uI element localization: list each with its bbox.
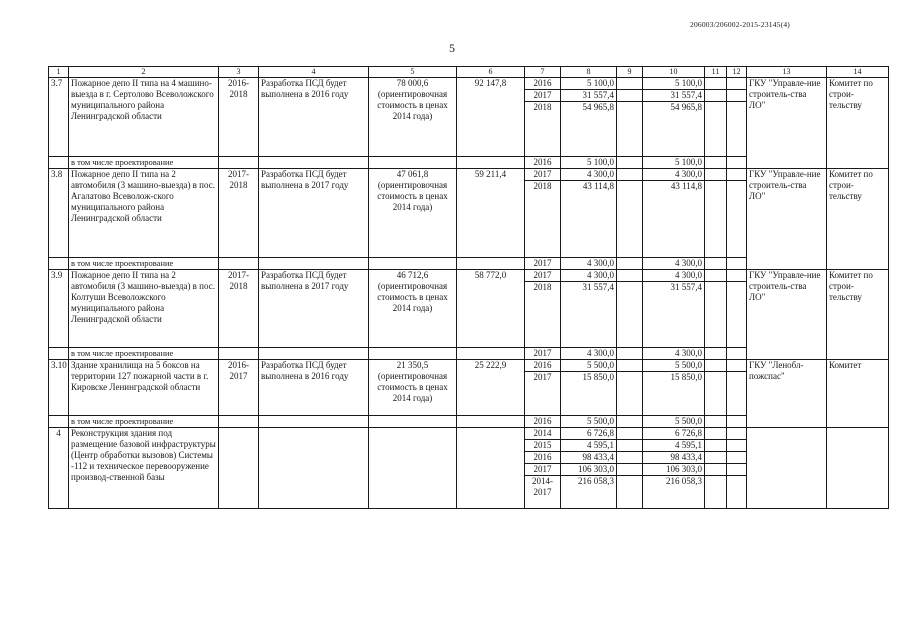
amount: 4 300,0	[561, 169, 617, 181]
amount-col10: 43 114,8	[643, 181, 705, 258]
design-amount-col10: 4 300,0	[643, 348, 705, 360]
year: 2018	[525, 181, 561, 258]
customer: ГКУ "Управле-ние строитель-ства ЛО"	[747, 78, 827, 169]
col-7: 7	[525, 67, 561, 78]
amount: 31 557,4	[561, 90, 617, 102]
year: 2017	[525, 464, 561, 476]
estimate-value: 78 000,6	[396, 78, 429, 88]
customer: ГКУ "Управле-ние строитель-ства ЛО"	[747, 270, 827, 360]
amount: 216 058,3	[561, 476, 617, 509]
customer: ГКУ "Ленобл-пожспас"	[747, 360, 827, 428]
year: 2018	[525, 102, 561, 157]
estimate-value: 21 350,5	[396, 360, 429, 370]
amount-col10: 15 850,0	[643, 372, 705, 416]
design-label: в том числе проектирование	[69, 416, 219, 428]
estimate-note: (ориентировочная стоимость в ценах 2014 года)	[377, 281, 448, 313]
committee: Комитет	[827, 360, 889, 428]
col-3: 3	[219, 67, 259, 78]
col-5: 5	[369, 67, 457, 78]
object-name: Пожарное депо II типа на 2 автомобиля (3 машино-выезда) в пос. Колтуши Всеволожского муниципального района Ленинградской области	[69, 270, 219, 348]
year: 2016	[525, 78, 561, 90]
row-number: 3.8	[49, 169, 69, 258]
year: 2015	[525, 440, 561, 452]
estimate-note: (ориентировочная стоимость в ценах 2014 года)	[377, 371, 448, 403]
total-cost: 58 772,0	[457, 270, 525, 348]
col-13: 13	[747, 67, 827, 78]
object-name: Пожарное депо II типа на 4 машино-выезда в г. Сертолово Всеволожского муниципального района Ленинградской области	[69, 78, 219, 157]
design-amount: 5 100,0	[561, 157, 617, 169]
period: 2017-2018	[219, 169, 259, 258]
design-year: 2017	[525, 258, 561, 270]
row-number: 3.10	[49, 360, 69, 416]
year: 2016	[525, 452, 561, 464]
amount-col10: 98 433,4	[643, 452, 705, 464]
header-row	[49, 67, 889, 78]
amount: 106 303,0	[561, 464, 617, 476]
design-amount-col10: 5 100,0	[643, 157, 705, 169]
row-number: 4	[49, 428, 69, 509]
table-row	[49, 270, 889, 282]
year: 2016	[525, 360, 561, 372]
committee: Комитет по строи-тельству	[827, 169, 889, 270]
amount-col10: 4 300,0	[643, 169, 705, 181]
table-row	[49, 78, 889, 90]
year: 2014	[525, 428, 561, 440]
design-year: 2017	[525, 348, 561, 360]
period: 2017-2018	[219, 270, 259, 348]
total-cost: 59 211,4	[457, 169, 525, 258]
col-14: 14	[827, 67, 889, 78]
estimate-cell	[369, 169, 457, 258]
row-number: 3.9	[49, 270, 69, 348]
amount-col10: 5 500,0	[643, 360, 705, 372]
col-8: 8	[561, 67, 617, 78]
amount: 43 114,8	[561, 181, 617, 258]
period: 2016-2017	[219, 360, 259, 416]
table-row	[49, 428, 889, 440]
amount: 4 595,1	[561, 440, 617, 452]
col-9: 9	[617, 67, 643, 78]
estimate-value: 46 712,6	[396, 270, 429, 280]
col-2: 2	[69, 67, 219, 78]
amount-col10: 4 300,0	[643, 270, 705, 282]
stage: Разработка ПСД будет выполнена в 2016 году	[259, 360, 369, 416]
col-1: 1	[49, 67, 69, 78]
period: 2016-2018	[219, 78, 259, 157]
program-table	[48, 66, 889, 509]
col-10: 10	[643, 67, 705, 78]
amount-col10: 106 303,0	[643, 464, 705, 476]
customer: ГКУ "Управле-ние строитель-ства ЛО"	[747, 169, 827, 270]
stage: Разработка ПСД будет выполнена в 2016 году	[259, 78, 369, 157]
estimate-cell	[369, 78, 457, 157]
amount: 98 433,4	[561, 452, 617, 464]
stage: Разработка ПСД будет выполнена в 2017 году	[259, 169, 369, 258]
total-cost: 25 222,9	[457, 360, 525, 416]
year: 2017	[525, 372, 561, 416]
document-code: 206003/206002-2015-23145(4)	[690, 20, 790, 29]
design-amount-col10: 5 500,0	[643, 416, 705, 428]
year: 2014-2017	[525, 476, 561, 509]
amount-col10: 6 726,8	[643, 428, 705, 440]
estimate-cell	[369, 270, 457, 348]
table-row	[49, 360, 889, 372]
amount: 5 500,0	[561, 360, 617, 372]
amount-col10: 31 557,4	[643, 90, 705, 102]
stage: Разработка ПСД будет выполнена в 2017 году	[259, 270, 369, 348]
year: 2018	[525, 282, 561, 348]
amount: 15 850,0	[561, 372, 617, 416]
design-amount-col10: 4 300,0	[643, 258, 705, 270]
committee: Комитет по строи-тельству	[827, 270, 889, 360]
estimate-cell	[369, 360, 457, 416]
amount: 31 557,4	[561, 282, 617, 348]
estimate-note: (ориентировочная стоимость в ценах 2014 года)	[377, 89, 448, 121]
table-row	[49, 169, 889, 181]
col-6: 6	[457, 67, 525, 78]
year: 2017	[525, 270, 561, 282]
row-number: 3.7	[49, 78, 69, 157]
design-amount: 4 300,0	[561, 348, 617, 360]
object-name: Пожарное депо II типа на 2 автомобиля (3 машино-выезда) в пос. Агалатово Всеволож-ского муниципального района Ленинградской области	[69, 169, 219, 258]
design-label: в том числе проектирование	[69, 258, 219, 270]
design-label: в том числе проектирование	[69, 157, 219, 169]
amount: 4 300,0	[561, 270, 617, 282]
design-amount: 4 300,0	[561, 258, 617, 270]
amount-col10: 5 100,0	[643, 78, 705, 90]
year: 2017	[525, 169, 561, 181]
amount-col10: 54 965,8	[643, 102, 705, 157]
col-11: 11	[705, 67, 727, 78]
committee: Комитет по строи-тельству	[827, 78, 889, 169]
amount: 5 100,0	[561, 78, 617, 90]
total-cost: 92 147,8	[457, 78, 525, 157]
amount: 54 965,8	[561, 102, 617, 157]
col-12: 12	[727, 67, 747, 78]
col-4: 4	[259, 67, 369, 78]
amount: 6 726,8	[561, 428, 617, 440]
object-name: Реконструкция здания под размещение базовой инфраструктуры (Центр обработки вызовов) Системы -112 и техническое перевооружение производ-ственной базы	[69, 428, 219, 509]
year: 2017	[525, 90, 561, 102]
design-amount: 5 500,0	[561, 416, 617, 428]
amount-col10: 31 557,4	[643, 282, 705, 348]
estimate-note: (ориентировочная стоимость в ценах 2014 года)	[377, 180, 448, 212]
amount-col10: 216 058,3	[643, 476, 705, 509]
amount-col10: 4 595,1	[643, 440, 705, 452]
design-year: 2016	[525, 157, 561, 169]
design-year: 2016	[525, 416, 561, 428]
object-name: Здание хранилища на 5 боксов на территории 127 пожарной части в г. Кировске Ленинградской области	[69, 360, 219, 416]
page-number: 5	[449, 41, 455, 55]
design-label: в том числе проектирование	[69, 348, 219, 360]
estimate-value: 47 061,8	[396, 169, 429, 179]
